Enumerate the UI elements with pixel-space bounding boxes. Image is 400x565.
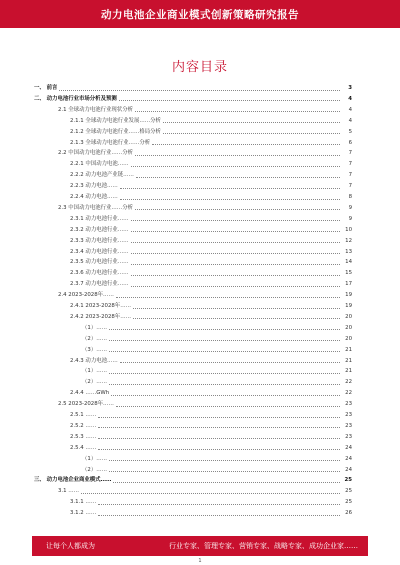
toc-entry-title: 一、 前言 — [34, 85, 58, 91]
toc-entry-page: 13 — [345, 248, 352, 255]
toc-dot-leader — [116, 406, 340, 407]
toc-entry-page: 25 — [345, 488, 352, 495]
toc-entry-page: 10 — [345, 226, 352, 233]
report-title: 动力电池企业商业模式创新策略研究报告 — [101, 9, 299, 21]
toc-entry-page: 23 — [345, 433, 352, 440]
toc-entry[interactable] — [70, 280, 352, 288]
toc-entry[interactable] — [82, 335, 352, 343]
toc-entry-title: 二、 动力电池行业市场分析及预测 — [34, 95, 117, 102]
toc-dot-leader — [120, 362, 340, 363]
toc-dot-leader — [98, 515, 340, 516]
toc-entry-title: 2.4.1 2023-2028年…… — [70, 303, 131, 309]
toc-entry-title: 2.3.2 动力电池行业…… — [70, 226, 129, 233]
toc-entry-title: 3.1.1 …… — [70, 499, 97, 506]
toc-entry-title: 3.1.2 …… — [70, 510, 97, 517]
toc-entry-title: 3.1 …… — [58, 488, 80, 495]
report-header-banner — [0, 0, 400, 28]
toc-entry[interactable] — [70, 422, 352, 430]
toc-dot-leader — [133, 308, 340, 309]
toc-entry-title: 2.1 全球动力电池行业现状分析 — [58, 106, 133, 113]
toc-dot-leader — [135, 111, 340, 112]
toc-entry-page: 22 — [345, 390, 352, 397]
toc-entry-page: 23 — [345, 422, 352, 429]
footer-slogan-left: 让每个人都成为 — [46, 542, 95, 550]
toc-entry[interactable] — [70, 248, 352, 256]
toc-entry-page: 5 — [348, 128, 352, 135]
toc-entry[interactable] — [70, 357, 352, 365]
toc-dot-leader — [109, 329, 340, 330]
page-number: 1 — [198, 558, 202, 564]
toc-dot-leader — [163, 122, 340, 123]
toc-dot-leader — [109, 460, 340, 461]
toc-dot-leader — [111, 395, 340, 396]
toc-entry-page: 9 — [348, 215, 352, 222]
toc-dot-leader — [59, 90, 340, 91]
toc-entry[interactable] — [58, 400, 352, 408]
toc-entry-title: 2.3.4 动力电池行业…… — [70, 248, 129, 255]
toc-entry-page: 25 — [344, 477, 352, 484]
toc-entry-title: 2.4.3 动力电池…… — [70, 357, 118, 364]
toc-entry-title: 2.3.3 动力电池行业…… — [70, 237, 129, 244]
toc-entry[interactable] — [70, 258, 352, 266]
toc-dot-leader — [131, 264, 340, 265]
toc-dot-leader — [131, 220, 340, 221]
toc-dot-leader — [109, 384, 340, 385]
toc-entry-page: 19 — [345, 292, 352, 299]
toc-dot-leader — [120, 188, 340, 189]
toc-entry-page: 21 — [345, 346, 352, 353]
toc-entry-title: 2.4.2 2023-2028年…… — [70, 313, 131, 320]
toc-dot-leader — [120, 199, 340, 200]
toc-entry-title: 2.5.4 …… — [70, 444, 97, 451]
toc-entry[interactable] — [70, 160, 352, 168]
toc-entry[interactable] — [70, 226, 352, 234]
toc-entry-page: 15 — [345, 270, 352, 277]
toc-entry[interactable] — [82, 455, 352, 463]
toc-entry[interactable] — [34, 95, 352, 103]
toc-entry[interactable] — [82, 346, 352, 354]
toc-dot-leader — [163, 133, 340, 134]
toc-entry-title: 2.1.2 全球动力电池行业……格局分析 — [70, 128, 161, 135]
toc-entry[interactable] — [70, 193, 352, 201]
toc-entry-title: 2.4 2023-2028年…… — [58, 292, 114, 299]
toc-dot-leader — [135, 209, 340, 210]
toc-entry-page: 22 — [345, 379, 352, 386]
toc-dot-leader — [119, 100, 340, 101]
toc-dot-leader — [109, 471, 340, 472]
toc-entry[interactable] — [34, 84, 352, 92]
toc-dot-leader — [109, 351, 340, 352]
toc-dot-leader — [98, 438, 340, 439]
toc-entry-title: 三、 动力电池企业商业模式…… — [34, 477, 112, 484]
toc-entry-page: 7 — [348, 183, 352, 190]
toc-entry-title: （2）…… — [82, 466, 107, 473]
toc-dot-leader — [98, 449, 340, 450]
toc-entry[interactable] — [58, 291, 352, 299]
toc-entry-page: 21 — [345, 368, 352, 375]
toc-entry[interactable] — [70, 117, 352, 125]
toc-entry-title: 2.2.1 中国动力电池…… — [70, 161, 129, 168]
toc-entry[interactable] — [70, 171, 352, 179]
toc-entry-title: （2）…… — [82, 379, 107, 386]
toc-dot-leader — [131, 166, 340, 167]
toc-entry-title: 2.2.4 动力电池…… — [70, 194, 118, 200]
toc-dot-leader — [98, 417, 340, 418]
toc-entry-title: （2）…… — [82, 335, 107, 342]
footer-slogan-right: 行业专家、管理专家、营销专家、战略专家、成功企业家…… — [169, 542, 358, 550]
toc-dot-leader — [98, 504, 340, 505]
toc-entry-title: 2.4.4 ……GWh — [70, 390, 110, 397]
toc-entry-page: 24 — [345, 455, 352, 462]
toc-entry-title: 2.3.7 动力电池行业…… — [70, 281, 129, 288]
toc-dot-leader — [98, 427, 340, 428]
toc-entry[interactable] — [82, 367, 352, 375]
toc-dot-leader — [116, 297, 340, 298]
toc-entry-title: 2.2 中国动力电池行业……分析 — [58, 150, 133, 157]
toc-entry-title: 2.3.5 动力电池行业…… — [70, 259, 129, 266]
toc-entry[interactable] — [70, 411, 352, 419]
toc-entry[interactable] — [70, 509, 352, 517]
toc-entry-page: 24 — [345, 444, 352, 451]
toc-entry-page: 20 — [345, 313, 352, 320]
toc-entry-page: 12 — [345, 237, 352, 244]
toc-entry-title: 2.5.1 …… — [70, 412, 97, 418]
toc-entry[interactable] — [82, 466, 352, 474]
toc-entry[interactable] — [58, 106, 352, 114]
toc-entry[interactable] — [82, 324, 352, 332]
toc-entry[interactable] — [70, 498, 352, 506]
toc-dot-leader — [113, 482, 340, 483]
toc-entry-page: 23 — [345, 412, 352, 418]
toc-entry-title: 2.5.3 …… — [70, 433, 97, 440]
toc-heading: 内容目录 — [171, 60, 228, 75]
toc-entry[interactable] — [70, 313, 352, 321]
toc-entry-page: 20 — [345, 324, 352, 331]
toc-entry-title: 2.5 2023-2028年…… — [58, 401, 114, 408]
toc-entry[interactable] — [70, 389, 352, 397]
toc-entry[interactable] — [70, 433, 352, 441]
toc-entry-title: （1）…… — [82, 455, 107, 462]
toc-dot-leader — [152, 144, 340, 145]
toc-entry-title: 2.3 中国动力电池行业……分析 — [58, 204, 133, 211]
toc-entry-title: 2.1.3 全球动力电池行业……分析 — [70, 139, 151, 146]
toc-dot-leader — [131, 242, 340, 243]
toc-entry-page: 4 — [348, 95, 352, 102]
toc-entry-title: 2.3.6 动力电池行业…… — [70, 270, 129, 277]
toc-entry[interactable] — [70, 215, 352, 223]
toc-entry-page: 26 — [345, 510, 352, 517]
toc-entry-page: 7 — [348, 172, 352, 179]
toc-dot-leader — [133, 318, 340, 319]
toc-entry-page: 6 — [348, 139, 352, 146]
toc-entry-title: （3）…… — [82, 346, 107, 353]
toc-entry-page: 25 — [345, 499, 352, 506]
toc-entry-page: 4 — [348, 106, 352, 113]
toc-entry-page: 14 — [345, 259, 352, 266]
toc-entry-title: 2.2.2 动力电池产业链…… — [70, 172, 134, 179]
toc-dot-leader — [136, 177, 340, 178]
toc-dot-leader — [131, 275, 340, 276]
toc-dot-leader — [109, 373, 340, 374]
toc-dot-leader — [109, 340, 340, 341]
toc-entry[interactable] — [58, 149, 352, 157]
toc-entry[interactable] — [70, 269, 352, 277]
toc-entry[interactable] — [70, 302, 352, 310]
toc-entry-page: 3 — [348, 85, 352, 91]
toc-entry-title: （1）…… — [82, 368, 107, 375]
toc-entry[interactable] — [34, 476, 352, 484]
toc-entry-title: 2.5.2 …… — [70, 422, 97, 429]
toc-entry[interactable] — [58, 487, 352, 495]
toc-entry-title: （1）…… — [82, 324, 107, 331]
toc-dot-leader — [131, 286, 340, 287]
toc-entry-page: 17 — [345, 281, 352, 288]
toc-entry[interactable] — [70, 444, 352, 452]
toc-entry[interactable] — [70, 182, 352, 190]
toc-dot-leader — [81, 493, 340, 494]
toc-entry-title: 2.2.3 动力电池…… — [70, 183, 118, 190]
toc-dot-leader — [131, 253, 340, 254]
toc-entry-page: 7 — [348, 161, 352, 168]
toc-entry-page: 24 — [345, 466, 352, 473]
toc-dot-leader — [135, 155, 340, 156]
toc-entry-page: 4 — [348, 117, 352, 124]
toc-dot-leader — [131, 231, 340, 232]
toc-entry[interactable] — [70, 128, 352, 136]
toc-entry-page: 20 — [345, 335, 352, 342]
toc-entry-title: 2.1.1 全球动力电池行业发展……分析 — [70, 117, 161, 124]
toc-entry-page: 9 — [348, 204, 352, 211]
footer-banner — [32, 536, 368, 556]
toc-entry-page: 8 — [348, 194, 352, 200]
toc-entry-page: 19 — [345, 303, 352, 309]
toc-entry[interactable] — [82, 378, 352, 386]
toc-entry-title: 2.3.1 动力电池行业…… — [70, 215, 129, 222]
toc-entry[interactable] — [70, 237, 352, 245]
toc-entry-page: 21 — [345, 357, 352, 364]
toc-entry[interactable] — [70, 139, 352, 147]
toc-entry-page: 7 — [348, 150, 352, 157]
toc-entry-page: 23 — [345, 401, 352, 408]
toc-entry[interactable] — [58, 204, 352, 212]
